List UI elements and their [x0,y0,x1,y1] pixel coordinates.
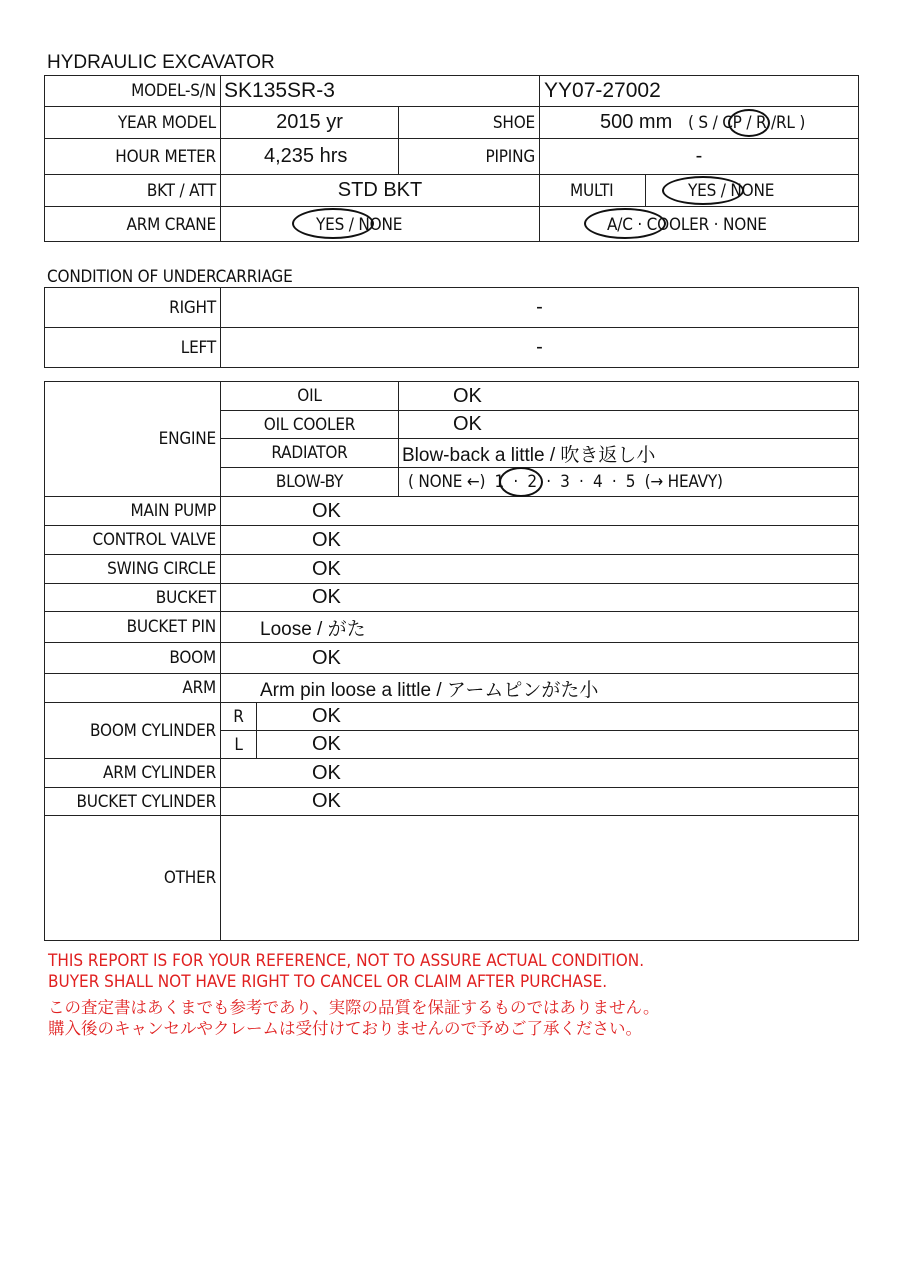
blowby-scale: ( NONE ←) 1 · 2 · 3 · 4 · 5 (→ HEAVY) [408,472,723,492]
shoe-selected-circle [728,109,770,137]
multi-options: YES / NONE [688,180,775,201]
arm-cylinder-label: ARM CYLINDER [103,763,216,783]
other-value [226,816,854,940]
year-label: YEAR MODEL [117,112,216,133]
boom-cylinder-label: BOOM CYLINDER [90,720,216,741]
piping-value: - [695,145,703,167]
other-label: OTHER [163,868,216,888]
arm-cylinder-value: OK [312,761,341,784]
oil-cooler-label: OIL COOLER [263,414,356,435]
radiator-value: Blow-back a little / 吹き返し小 [402,444,656,466]
arm-crane-selected-circle [292,208,374,239]
undercarriage-left-value: - [536,336,543,358]
shoe-value: 500 mm [600,111,673,133]
blowby-selected-circle [499,467,543,497]
bkt-att-label: BKT / ATT [146,180,216,201]
ac-options: A/C · COOLER · NONE [607,214,767,235]
main-pump-label: MAIN PUMP [130,501,216,521]
undercarriage-right-label: RIGHT [169,297,216,318]
bkt-att-value: STD BKT [337,179,423,201]
multi-selected-circle [662,176,744,205]
swing-circle-label: SWING CIRCLE [107,559,216,579]
disclaimer-line-3: この査定書はあくまでも参考であり、実際の品質を保証するものではありません。 [48,998,660,1017]
arm-crane-options: YES / NONE [316,214,403,235]
boom-label: BOOM [169,648,216,668]
bucket-cylinder-label: BUCKET CYLINDER [76,791,216,812]
model-value: SK135SR-3 [224,79,335,102]
radiator-label: RADIATOR [271,443,348,463]
oil-cooler-value: OK [453,413,482,435]
piping-label: PIPING [485,146,535,167]
blowby-label: BLOW-BY [275,472,344,492]
arm-crane-label: ARM CRANE [126,214,216,235]
boom-cylinder-r-label: R [233,706,244,727]
document-title: HYDRAULIC EXCAVATOR [47,52,275,73]
control-valve-value: OK [312,528,341,551]
bucket-value: OK [312,586,341,608]
boom-cylinder-r-value: OK [312,705,341,727]
undercarriage-right-value: - [536,296,543,318]
control-valve-label: CONTROL VALVE [92,530,216,550]
arm-label: ARM [182,678,216,698]
boom-cylinder-l-value: OK [312,733,341,755]
serial-value: YY07-27002 [544,79,661,102]
year-value: 2015 yr [276,111,343,133]
undercarriage-heading: CONDITION OF UNDERCARRIAGE [47,267,293,287]
shoe-label: SHOE [492,112,535,133]
engine-label: ENGINE [158,429,216,449]
disclaimer-line-1: THIS REPORT IS FOR YOUR REFERENCE, NOT TO ASSURE ACTUAL CONDITION. [48,951,645,971]
main-pump-value: OK [312,499,341,522]
boom-value: OK [312,646,341,669]
shoe-options: ( S / CP / R /RL ) [688,112,806,133]
swing-circle-value: OK [312,557,341,580]
arm-value: Arm pin loose a little / アームピンがた小 [260,679,599,701]
disclaimer-line-4: 購入後のキャンセルやクレームは受付けておりませんので予めご了承ください。 [48,1019,642,1038]
hour-meter-label: HOUR METER [115,146,216,167]
ac-selected-circle [584,208,666,239]
bucket-cylinder-value: OK [312,790,341,812]
multi-label: MULTI [570,180,614,201]
bucket-pin-label: BUCKET PIN [126,617,216,637]
model-label: MODEL-S/N [131,81,216,101]
oil-label: OIL [297,386,322,406]
undercarriage-left-label: LEFT [180,337,216,358]
boom-cylinder-l-label: L [234,734,243,755]
disclaimer-line-2: BUYER SHALL NOT HAVE RIGHT TO CANCEL OR CLAIM AFTER PURCHASE. [48,972,608,992]
bucket-pin-value: Loose / がた [260,618,366,640]
bucket-label: BUCKET [155,587,216,608]
hour-meter-value: 4,235 hrs [264,145,348,167]
oil-value: OK [453,384,482,407]
